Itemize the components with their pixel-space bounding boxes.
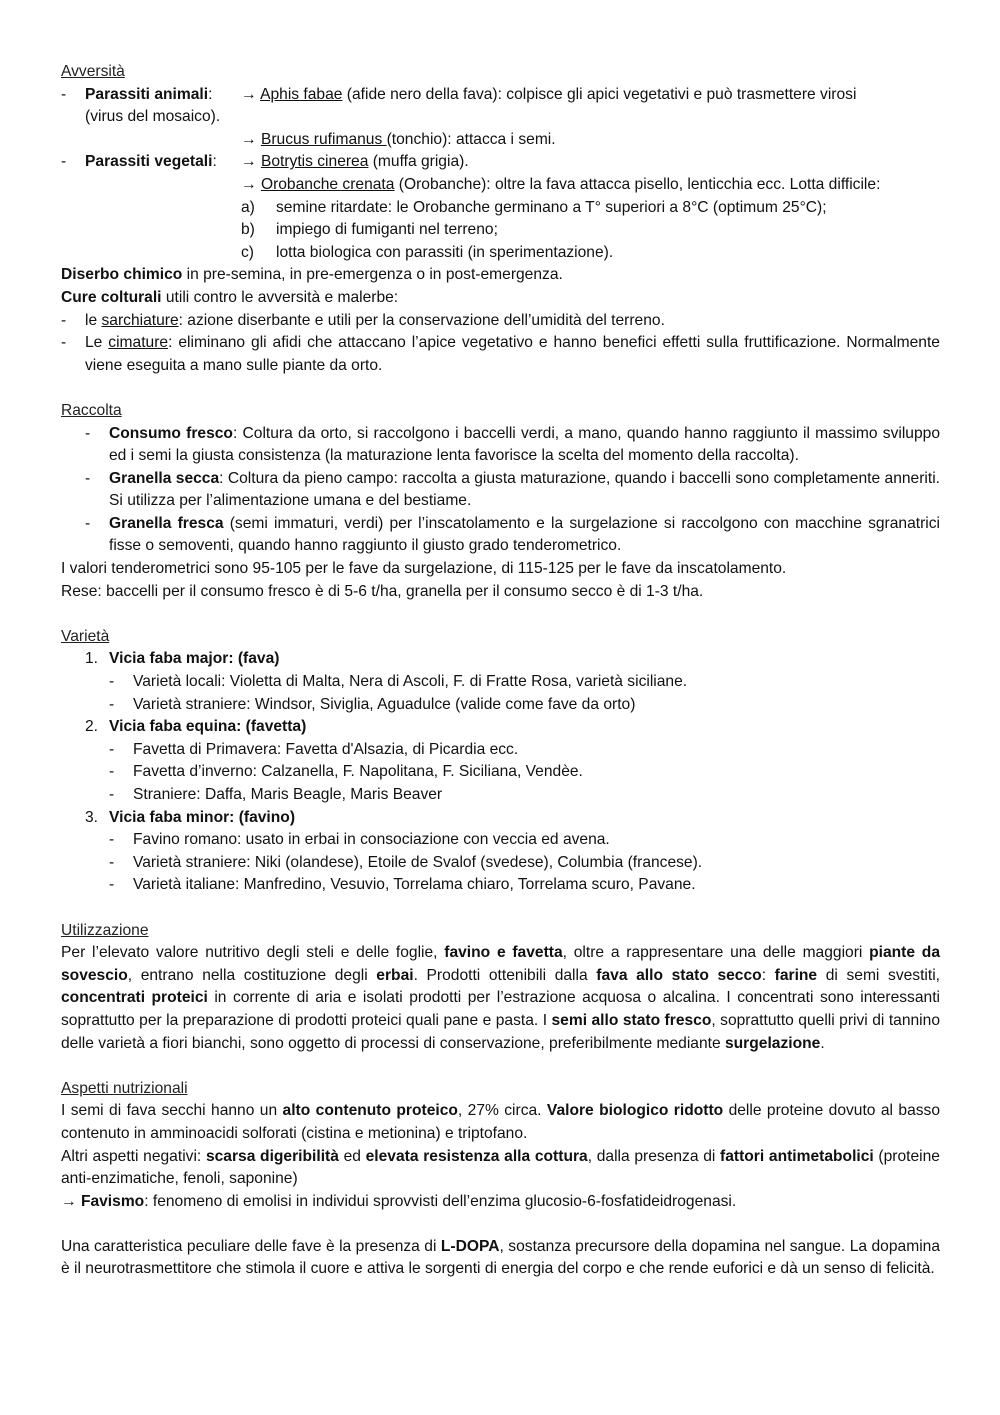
species-botrytis-cinerea: Botrytis cinerea — [260, 153, 369, 171]
spacer — [61, 1213, 940, 1236]
bullet-dash: - — [109, 831, 115, 849]
bullet-dash: - — [109, 876, 115, 894]
numbered-item: 1. Vicia faba major: (fava) — [85, 650, 280, 668]
bullet-dash: - — [109, 673, 115, 691]
list-item-cimature: - Le cimature: eliminano gli afidi che attaccano l’apice vegetativo e hanno benefici effetti sulla fruttificazione. Normalmente viene eseguita a mano sulle piante da orto. — [61, 332, 940, 377]
spacer — [61, 603, 940, 626]
arrow-icon: → — [241, 85, 257, 103]
list-item: - Granella fresca (semi immaturi, verdi) per l’inscatolamento e la surgelazione si raccolgono con macchine sgranatrici fisse o semoventi, quando hanno raggiunto il giusto grado tenderometrico. — [61, 513, 940, 558]
list-item: - Granella secca: Coltura da pieno campo: raccolta a giusta maturazione, quando i baccelli sono completamente anneriti. Si utilizza per l’alimentazione umana e del bestiame. — [61, 468, 940, 513]
arrow-icon: → — [241, 175, 257, 193]
section-heading-aspetti-nutrizionali: Aspetti nutrizionali — [61, 1079, 188, 1097]
section-varieta — [61, 626, 940, 897]
list-item: - Varietà straniere: Windsor, Siviglia, Aguadulce (valide come fave da orto) — [61, 694, 940, 717]
bullet-dash: - — [61, 334, 67, 352]
list-item-brucus: → Brucus rufimanus (tonchio): attacca i semi. — [241, 130, 556, 148]
bullet-dash: - — [109, 695, 115, 713]
list-item-method: a) semine ritardate: le Orobanche germinano a T° superiori a 8°C (optimum 25°C); — [241, 198, 827, 216]
spacer — [61, 377, 940, 400]
spacer — [61, 897, 940, 920]
list-item: - Straniere: Daffa, Maris Beagle, Maris Beaver — [61, 784, 940, 807]
list-item: - Consumo fresco: Coltura da orto, si raccolgono i baccelli verdi, a mano, quando hanno raggiunto il massimo sviluppo ed i semi la giusta consistenza (la maturazione lenta favorisce la scelta del momento della raccolta). — [61, 423, 940, 468]
document-page — [61, 61, 940, 1281]
paragraph-l-dopa: Una caratteristica peculiare delle fave è la presenza di L-DOPA, sostanza precursore della dopamina nel sangue. La dopamina è il neurotrasmettitore che stimola il cuore e attiva le sorgenti di energia del corpo e che rende euforici e dà un senso di felicità. — [61, 1237, 940, 1278]
list-item: - Favetta di Primavera: Favetta d'Alsazia, di Picardia ecc. — [61, 739, 940, 762]
bullet-dash: - — [61, 311, 67, 329]
paragraph-proteine: I semi di fava secchi hanno un alto contenuto proteico, 27% circa. Valore biologico ridotto delle proteine dovuto al basso contenuto in amminoacidi solforati (cistina e metionina) e triptofano. — [61, 1102, 941, 1142]
list-item-method: b) impiego di fumiganti nel terreno; — [241, 221, 498, 239]
label-parassiti-animali: Parassiti animali — [85, 85, 209, 103]
list-item-orobanche: → Orobanche crenata (Orobanche): oltre la fava attacca pisello, lenticchia ecc. Lotta difficile: — [241, 175, 881, 193]
section-utilizzazione — [61, 920, 940, 1056]
paragraph-cure-colturali: Cure colturali utili contro le avversità e malerbe: — [61, 288, 399, 306]
list-item-continuation: (virus del mosaico). — [85, 108, 221, 126]
section-heading-varieta: Varietà — [61, 627, 110, 645]
section-heading-raccolta: Raccolta — [61, 401, 122, 419]
arrow-icon: → — [241, 130, 257, 148]
numbered-item: 3. Vicia faba minor: (favino) — [85, 808, 296, 826]
spacer — [61, 1055, 940, 1078]
paragraph-tenderometrici: I valori tenderometrici sono 95-105 per le fave da surgelazione, di 115-125 per le fave da inscatolamento. — [61, 560, 787, 578]
paragraph-favismo: → Favismo: fenomeno di emolisi in individui sprovvisti dell’enzima glucosio-6-fosfatideidrogenasi. — [61, 1192, 737, 1210]
list-item: - Favino romano: usato in erbai in consociazione con veccia ed avena. — [61, 829, 940, 852]
section-aspetti-nutrizionali — [61, 1078, 940, 1281]
list-item-method: c) lotta biologica con parassiti (in sperimentazione). — [241, 243, 614, 261]
section-heading-avversita: Avversità — [61, 63, 125, 80]
list-item-parassiti-animali: - Parassiti animali: → Aphis fabae (afide nero della fava): colpisce gli apici vegetativi e può trasmettere virosi — [61, 84, 940, 107]
paragraph-rese: Rese: baccelli per il consumo fresco è di 5-6 t/ha, granella per il consumo secco è di 1-3 t/ha. — [61, 582, 704, 600]
list-item: - Favetta d’inverno: Calzanella, F. Napolitana, F. Siciliana, Vendèe. — [61, 761, 940, 784]
arrow-icon: → — [61, 1192, 77, 1210]
section-avversita — [61, 61, 940, 377]
bullet-dash: - — [85, 424, 91, 442]
species-brucus-rufimanus: Brucus rufimanus — [260, 130, 387, 148]
bullet-dash: - — [61, 85, 67, 103]
section-raccolta — [61, 400, 940, 603]
bullet-dash: - — [109, 740, 115, 758]
bullet-dash: - — [109, 786, 115, 803]
label-parassiti-vegetali: Parassiti vegetali — [85, 153, 213, 171]
numbered-item: 2. Vicia faba equina: (favetta) — [85, 718, 307, 736]
bullet-dash: - — [61, 153, 67, 171]
list-item-parassiti-vegetali: - Parassiti vegetali: → Botrytis cinerea (muffa grigia). — [61, 151, 940, 174]
list-item: - Varietà italiane: Manfredino, Vesuvio, Torrelama chiaro, Torrelama scuro, Pavane. — [61, 874, 940, 897]
paragraph-utilizzazione: Per l’elevato valore nutritivo degli steli e delle foglie, favino e favetta, oltre a rappresentare una delle maggiori piante da sovescio, entrano nella costituzione degli erbai. Prodotti ottenibili dalla fava allo stato secco: farine di semi svestiti, concentrati proteici in corrente di aria e isolati prodotti per l’estrazione acquosa o alcalina. I concentrati sono interessanti soprattutto per la preparazione di prodotti proteici quali pane e pasta. I semi allo stato fresco, soprattutto quelli privi di tannino delle varietà a fiori bianchi, sono oggetto di processi di conservazione, preferibilmente mediante surgelazione. — [61, 944, 941, 1052]
section-heading-utilizzazione: Utilizzazione — [61, 921, 149, 939]
bullet-dash: - — [85, 469, 91, 487]
paragraph-aspetti-negativi: Altri aspetti negativi: scarsa digeribilità ed elevata resistenza alla cottura, dalla presenza di fattori antimetabolici (proteine anti-enzimatiche, fenoli, saponine) — [61, 1147, 940, 1188]
bullet-dash: - — [109, 763, 115, 781]
bullet-dash: - — [109, 853, 115, 871]
list-item-sarchiature: - le sarchiature: azione diserbante e utili per la conservazione dell’umidità del terreno. — [61, 310, 940, 333]
species-aphis-fabae: Aphis fabae — [260, 85, 343, 103]
paragraph-diserbo: Diserbo chimico in pre-semina, in pre-emergenza o in post-emergenza. — [61, 266, 563, 284]
species-orobanche-crenata: Orobanche crenata — [260, 175, 395, 193]
list-item: - Varietà straniere: Niki (olandese), Etoile de Svalof (svedese), Columbia (francese). — [61, 852, 940, 875]
arrow-icon: → — [241, 153, 257, 171]
bullet-dash: - — [85, 514, 91, 532]
list-item: - Varietà locali: Violetta di Malta, Nera di Ascoli, F. di Fratte Rosa, varietà siciliane. — [61, 671, 940, 694]
